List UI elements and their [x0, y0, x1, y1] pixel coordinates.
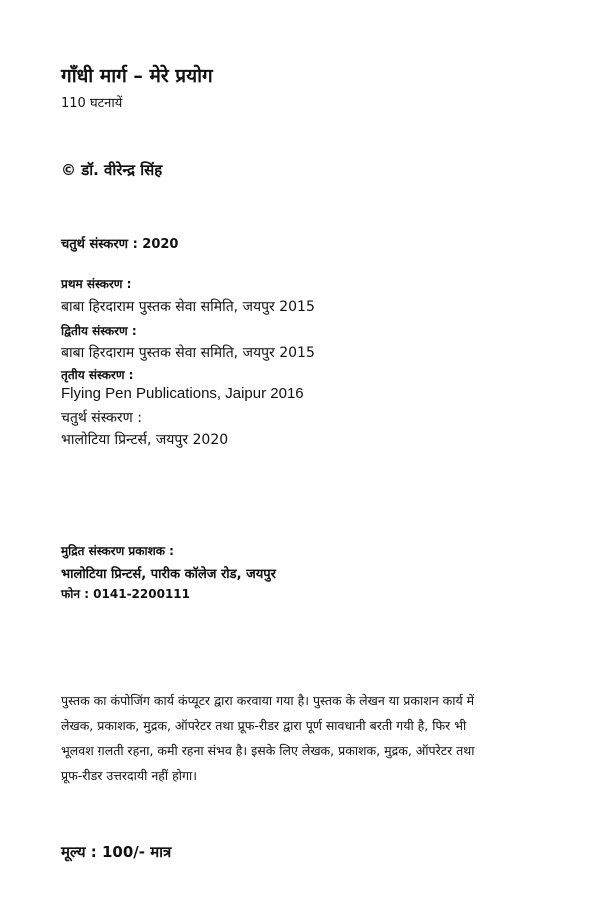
publisher-name: भालोटिया प्रिन्टर्स, पारीक कॉलेज रोड, जयपुर	[61, 567, 276, 582]
edition-history-label-4: चतुर्थ संस्करण :	[61, 410, 142, 426]
book-subtitle: 110 घटनायें	[61, 96, 123, 111]
publisher-phone: फोन : 0141-2200111	[61, 587, 191, 601]
edition-history-label-2: द्वितीय संस्करण :	[61, 324, 137, 338]
disclaimer-line: लेखक, प्रकाशक, मुद्रक, ऑपरेटर तथा प्रूफ-रीडर द्वारा पूर्ण सावधानी बरती गयी है, फिर भी	[61, 718, 467, 733]
edition-history-value-1: बाबा हिरदाराम पुस्तक सेवा समिति, जयपुर 2015	[61, 299, 315, 315]
disclaimer-line: पुस्तक का कंपोजिंग कार्य कंप्यूटर द्वारा करवाया गया है। पुस्तक के लेखन या प्रकाशन कार्य में	[61, 693, 475, 708]
copyright-line: © डॉ. वीरेन्द्र सिंह	[61, 161, 163, 179]
edition-history-label-3: तृतीय संस्करण :	[61, 368, 134, 382]
edition-history-value-4: भालोटिया प्रिन्टर्स, जयपुर 2020	[61, 432, 229, 448]
current-edition: चतुर्थ संस्करण : 2020	[61, 237, 179, 252]
edition-history-value-3: Flying Pen Publications, Jaipur 2016	[61, 385, 304, 402]
book-title: गाँधी मार्ग – मेरे प्रयोग	[61, 65, 213, 87]
edition-history-value-2: बाबा हिरदाराम पुस्तक सेवा समिति, जयपुर 2015	[61, 345, 315, 361]
price-line: मूल्य : 100/- मात्र	[61, 843, 172, 861]
edition-history-label-1: प्रथम संस्करण :	[61, 277, 132, 291]
disclaimer-line: भूलवश ग़लती रहना, कमी रहना संभव है। इसके लिए लेखक, प्रकाशक, मुद्रक, ऑपरेटर तथा	[61, 743, 475, 758]
disclaimer-line: प्रूफ-रीडर उत्तरदायी नहीं होगा।	[61, 768, 197, 783]
publisher-label: मुद्रित संस्करण प्रकाशक :	[61, 544, 174, 558]
disclaimer-paragraph	[61, 688, 541, 788]
